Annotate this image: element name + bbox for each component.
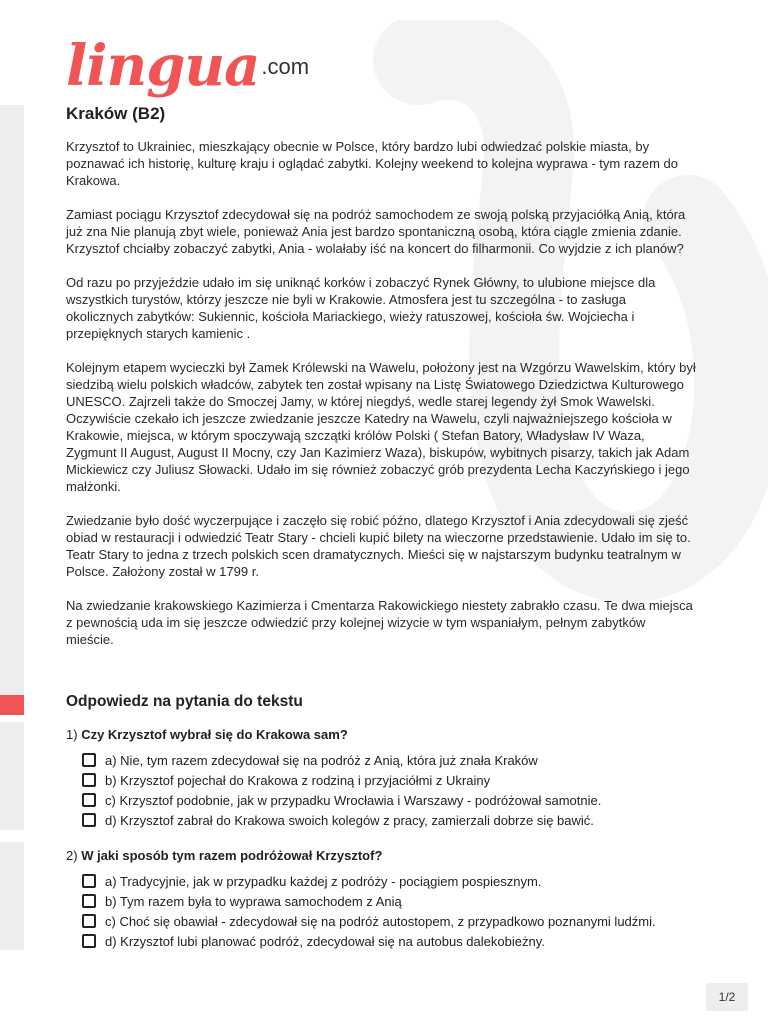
- checkbox[interactable]: [82, 894, 96, 908]
- paragraph: Zamiast pociągu Krzysztof zdecydował się na podróż samochodem ze swoją polską przyjaciółką Anią, która już zna Nie planują zbyt wiele, ponieważ Ania jest bardzo spontaniczną osobą, która ciągle zmienia zdanie. Krzysztof chciałby zobaczyć zabytki, Ania - wolałaby iść na koncert do filharmonii. Co wyjdzie z ich planów?: [66, 207, 686, 256]
- option-label: a) Tradycyjnie, jak w przypadku każdej z podróży - pociągiem pospiesznym.: [105, 873, 542, 889]
- question-text: W jaki sposób tym razem podróżował Krzysztof?: [81, 848, 383, 863]
- paragraph: Zwiedzanie było dość wyczerpujące i zaczęło się robić późno, dlatego Krzysztof i Ania zdecydowali się zjeść obiad w restauracji i odwiedzić Teatr Stary - chcieli kupić bilety na wieczorne przedstawienie. Udało im się to. Teatr Stary to jedna z trzech polskich scen dramatycznych. Mieści się w najstarszym budynku teatralnym w Polsce. Założony został w 1799 r.: [66, 513, 691, 579]
- answer-option[interactable]: [82, 750, 601, 770]
- answer-options: [82, 750, 601, 830]
- option-label: b) Tym razem była to wyprawa samochodem z Anią: [105, 893, 402, 909]
- left-margin-accent: [0, 695, 24, 715]
- option-label: b) Krzysztof pojechał do Krakowa z rodziną i przyjaciółmi z Ukrainy: [105, 772, 491, 788]
- checkbox[interactable]: [82, 934, 96, 948]
- reading-text: [66, 138, 696, 665]
- answer-option[interactable]: [82, 790, 601, 810]
- answer-option[interactable]: [82, 911, 656, 931]
- left-margin-bar: [0, 105, 24, 695]
- answer-option[interactable]: [82, 891, 656, 911]
- paragraph: Krzysztof to Ukrainiec, mieszkający obecnie w Polsce, który bardzo lubi odwiedzać polskie miasta, by poznawać ich historię, kulturę kraju i oglądać zabytki. Kolejny weekend to kolejna wyprawa - tym razem do Krakowa.: [66, 139, 679, 188]
- answer-option[interactable]: [82, 871, 656, 891]
- exercise-title: Odpowiedz na pytania do tekstu: [66, 693, 303, 710]
- logo-wordmark: lingua: [66, 33, 260, 99]
- option-label: d) Krzysztof lubi planować podróż, zdecydował się na autobus dalekobieżny.: [105, 933, 545, 949]
- page-number: 1/2: [706, 983, 748, 1011]
- checkbox[interactable]: [82, 773, 96, 787]
- option-label: c) Krzysztof podobnie, jak w przypadku Wrocławia i Warszawy - podróżował samotnie.: [105, 792, 602, 808]
- logo-suffix: .com: [261, 54, 310, 79]
- question: [66, 727, 348, 742]
- question-number: 2): [66, 848, 78, 863]
- document-title: Kraków (B2): [66, 104, 166, 123]
- paragraph: Od razu po przyjeździe udało im się uniknąć korków i zobaczyć Rynek Główny, to ulubione miejsce dla wszystkich turystów, którzy jeszcze nie byli w Krakowie. Atmosfera jest tu szczególna - to zasługa okolicznych zabytków: Sukiennic, kościoła Mariackiego, wieży ratuszowej, kościoła św. Wojciecha i przepięknych starych kamienic .: [66, 275, 656, 341]
- question: [66, 848, 382, 863]
- answer-options: [82, 871, 656, 951]
- brand-logo: [66, 14, 310, 99]
- question-text: Czy Krzysztof wybrał się do Krakowa sam?: [81, 727, 348, 742]
- question-number: 1): [66, 727, 78, 742]
- left-margin-bar: [0, 722, 24, 830]
- paragraph: Na zwiedzanie krakowskiego Kazimierza i Cmentarza Rakowickiego niestety zabrakło czasu. Te dwa miejsca z pewnością uda im się jeszcze odwiedzić przy kolejnej wizycie w tym wspaniałym, pełnym zabytków mieście.: [66, 598, 693, 647]
- option-label: d) Krzysztof zabrał do Krakowa swoich kolegów z pracy, zamierzali dobrze się bawić.: [105, 812, 594, 828]
- checkbox[interactable]: [82, 914, 96, 928]
- checkbox[interactable]: [82, 793, 96, 807]
- checkbox[interactable]: [82, 753, 96, 767]
- option-label: a) Nie, tym razem zdecydował się na podróż z Anią, która już znała Kraków: [105, 752, 538, 768]
- answer-option[interactable]: [82, 770, 601, 790]
- option-label: c) Choć się obawiał - zdecydował się na podróż autostopem, z przypadkowo poznanymi ludźmi.: [105, 913, 656, 929]
- answer-option[interactable]: [82, 931, 656, 951]
- checkbox[interactable]: [82, 874, 96, 888]
- checkbox[interactable]: [82, 813, 96, 827]
- left-margin-bar: [0, 842, 24, 950]
- answer-option[interactable]: [82, 810, 601, 830]
- paragraph: Kolejnym etapem wycieczki był Zamek Królewski na Wawelu, położony jest na Wzgórzu Wawelskim, który był siedzibą wielu polskich władców, zabytek ten został wpisany na Listę Światowego Dziedzictwa Kulturowego UNESCO. Zajrzeli także do Smoczej Jamy, w której niegdyś, wedle starej legendy żył Smok Wawelski. Oczywiście czekało ich jeszcze zwiedzanie jeszcze Katedry na Wawelu, czyli najważniejszego kościoła w Krakowie, miejsca, w którym spoczywają szczątki królów Polski ( Stefan Batory, Władysław IV Waza, Zygmunt II August, August II Mocny, czy Jan Kazimierz Waza), biskupów, wybitnych pisarzy, takich jak Adam Mickiewicz czy Juliusz Słowacki. Udało im się również zobaczyć grób prezydenta Lecha Kaczyńskiego i jego małżonki.: [66, 360, 696, 494]
